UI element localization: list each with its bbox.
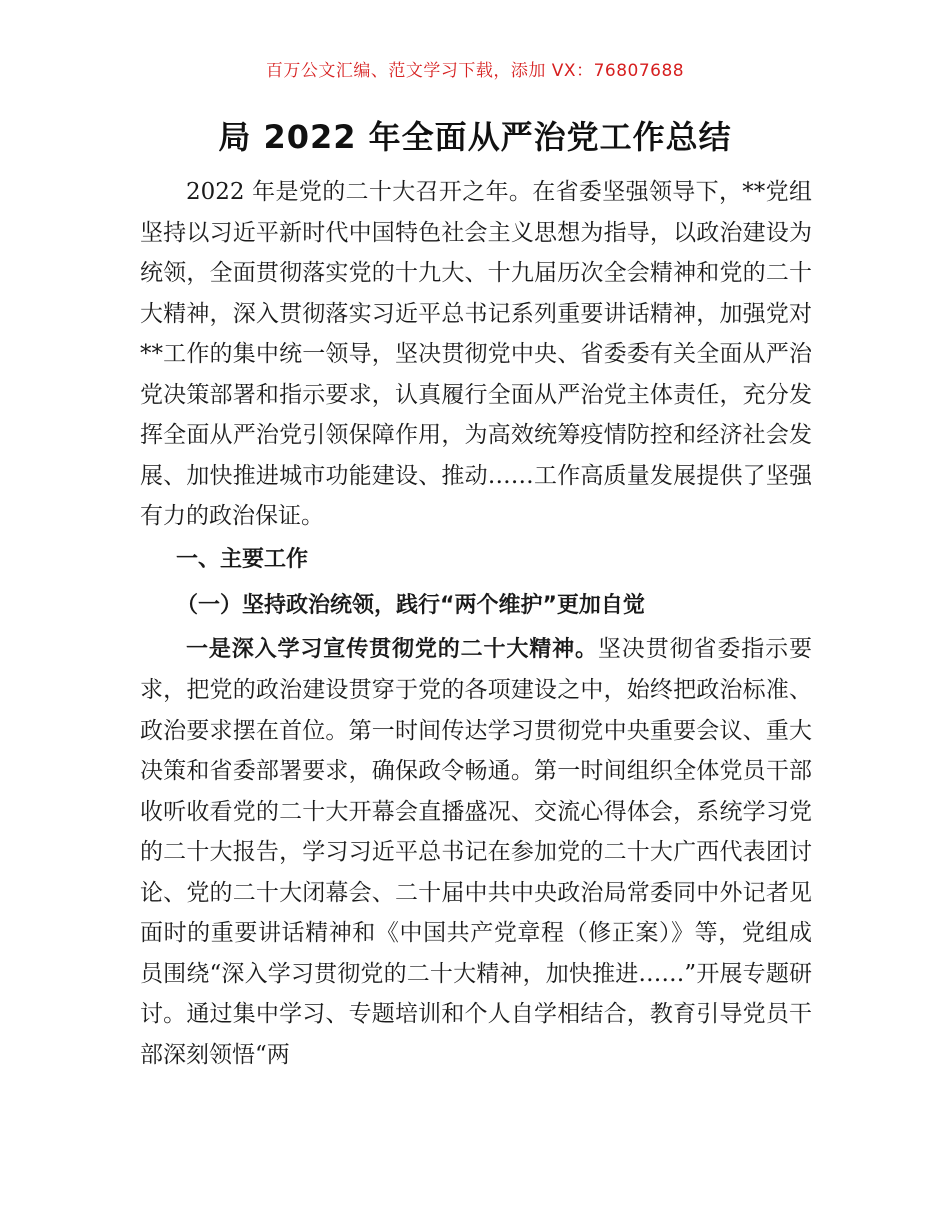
document-title: 局 2022 年全面从严治党工作总结 [218, 118, 732, 156]
point-lead: 一是深入学习宣传贯彻党的二十大精神。 [186, 636, 598, 662]
intro-paragraph: 2022 年是党的二十大召开之年。在省委坚强领导下，**党组坚持以习近平新时代中国特色社会主义思想为指导，以政治建设为统领，全面贯彻落实党的十九大、十九届历次全会精神和党的二十大精神，深入贯彻落实习近平总书记系列重要讲话精神，加强党对**工作的集中统一领导，坚决贯彻党中央、省委委有关全面从严治党决策部署和指示要求，认真履行全面从严治党主体责任，充分发挥全面从严治党引领保障作用，为高效统筹疫情防控和经济社会发展、加快推进城市功能建设、推动……工作高质量发展提供了坚强有力的政治保证。 [140, 179, 812, 529]
document-body [140, 172, 812, 1075]
watermark-banner: 百万公文汇编、范文学习下载，添加 VX：76807688 [265, 61, 685, 81]
section-heading: 一、主要工作 [176, 546, 309, 572]
point-paragraph [140, 629, 812, 1076]
subsection-heading: （一）坚持政治统领，践行“两个维护”更加自觉 [176, 592, 645, 618]
point-text: 坚决贯彻省委指示要求，把党的政治建设贯穿于党的各项建设之中，始终把政治标准、政治要求摆在首位。第一时间传达学习贯彻党中央重要会议、重大决策和省委部署要求，确保政令畅通。第一时间组织全体党员干部收听收看党的二十大开幕会直播盛况、交流心得体会，系统学习党的二十大报告，学习习近平总书记在参加党的二十大广西代表团讨论、党的二十大闭幕会、二十届中共中央政治局常委同中外记者见面时的重要讲话精神和《中国共产党章程（修正案）》等，党组成员围绕“深入学习贯彻党的二十大精神，加快推进……”开展专题研讨。通过集中学习、专题培训和个人自学相结合，教育引导党员干部深刻领悟“两 [140, 635, 812, 1068]
